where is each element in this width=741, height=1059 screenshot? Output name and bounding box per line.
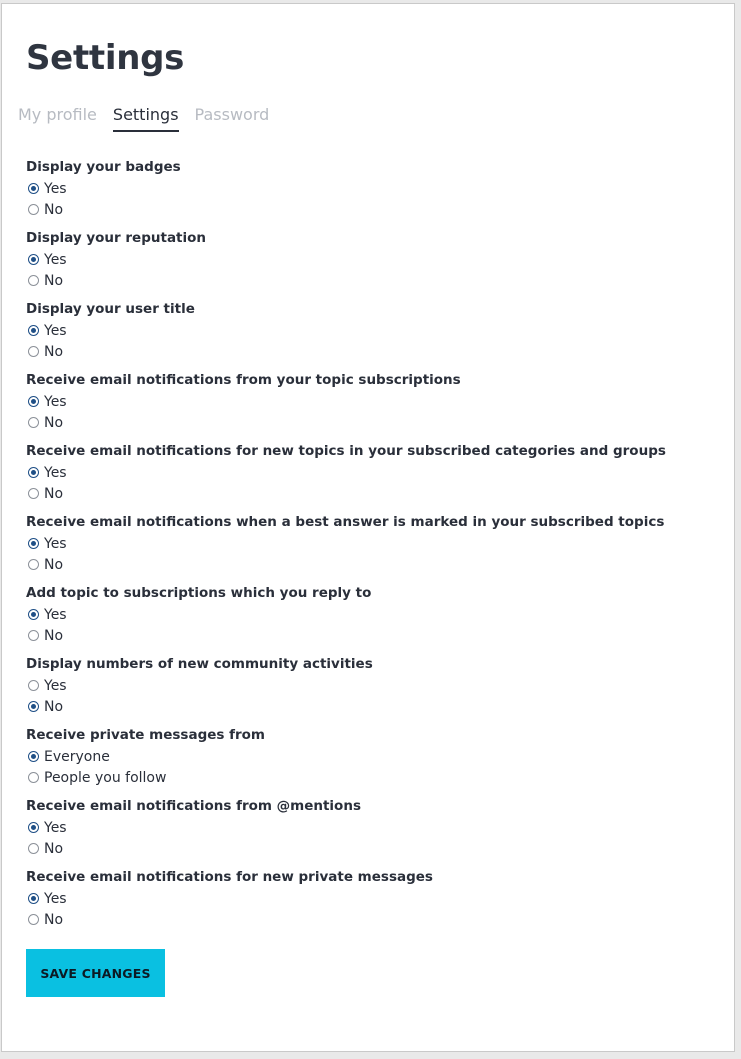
setting-option[interactable] [26, 625, 726, 646]
option-label: Yes [44, 606, 67, 623]
setting-option[interactable] [26, 462, 726, 483]
radio-checked-icon[interactable] [28, 609, 39, 620]
setting-option[interactable] [26, 554, 726, 575]
setting-option[interactable] [26, 483, 726, 504]
radio-unchecked-icon[interactable] [28, 914, 39, 925]
setting-option[interactable] [26, 604, 726, 625]
setting-option[interactable] [26, 249, 726, 270]
option-label: Everyone [44, 748, 110, 765]
save-changes-button[interactable]: SAVE CHANGES [26, 949, 165, 997]
option-label: No [44, 485, 64, 502]
radio-checked-icon[interactable] [28, 183, 39, 194]
setting-option[interactable] [26, 675, 726, 696]
option-label: Yes [44, 180, 67, 197]
radio-unchecked-icon[interactable] [28, 772, 39, 783]
setting-group [26, 228, 726, 299]
radio-checked-icon[interactable] [28, 822, 39, 833]
setting-option[interactable] [26, 320, 726, 341]
radio-unchecked-icon[interactable] [28, 680, 39, 691]
setting-group [26, 299, 726, 370]
setting-group [26, 583, 726, 654]
option-label: Yes [44, 322, 67, 339]
page-title: Settings [26, 38, 185, 78]
settings-tabs [18, 102, 269, 132]
setting-label: Display your reputation [26, 230, 207, 246]
setting-label: Receive private messages from [26, 727, 265, 743]
option-label: Yes [44, 535, 67, 552]
setting-group [26, 867, 726, 938]
option-label: No [44, 414, 64, 431]
setting-option[interactable] [26, 838, 726, 859]
option-label: Yes [44, 819, 67, 836]
option-label: Yes [44, 464, 67, 481]
setting-group [26, 370, 726, 441]
setting-label: Receive email notifications from your topic subscriptions [26, 372, 461, 388]
setting-group [26, 157, 726, 228]
radio-unchecked-icon[interactable] [28, 417, 39, 428]
radio-unchecked-icon[interactable] [28, 488, 39, 499]
setting-option[interactable] [26, 270, 726, 291]
radio-checked-icon[interactable] [28, 396, 39, 407]
radio-unchecked-icon[interactable] [28, 275, 39, 286]
radio-checked-icon[interactable] [28, 538, 39, 549]
option-label: Yes [44, 393, 67, 410]
radio-unchecked-icon[interactable] [28, 630, 39, 641]
option-label: No [44, 556, 64, 573]
setting-option[interactable] [26, 533, 726, 554]
setting-group [26, 512, 726, 583]
option-label: No [44, 627, 64, 644]
setting-group [26, 441, 726, 512]
option-label: Yes [44, 677, 67, 694]
option-label: No [44, 840, 64, 857]
setting-label: Display your badges [26, 159, 181, 175]
setting-option[interactable] [26, 391, 726, 412]
setting-option[interactable] [26, 767, 726, 788]
settings-form [26, 157, 726, 938]
setting-option[interactable] [26, 199, 726, 220]
setting-option[interactable] [26, 341, 726, 362]
setting-option[interactable] [26, 178, 726, 199]
setting-label: Add topic to subscriptions which you reply to [26, 585, 372, 601]
radio-checked-icon[interactable] [28, 751, 39, 762]
tab-password[interactable]: Password [194, 105, 270, 124]
option-label: No [44, 698, 64, 715]
radio-unchecked-icon[interactable] [28, 346, 39, 357]
setting-label: Display your user title [26, 301, 195, 317]
option-label: Yes [44, 251, 67, 268]
setting-option[interactable] [26, 909, 726, 930]
settings-page [1, 3, 735, 1052]
radio-checked-icon[interactable] [28, 325, 39, 336]
radio-unchecked-icon[interactable] [28, 843, 39, 854]
option-label: No [44, 343, 64, 360]
option-label: No [44, 272, 64, 289]
option-label: Yes [44, 890, 67, 907]
radio-checked-icon[interactable] [28, 467, 39, 478]
setting-label: Receive email notifications when a best answer is marked in your subscribed topics [26, 514, 665, 530]
setting-option[interactable] [26, 412, 726, 433]
setting-label: Receive email notifications from @mentions [26, 798, 361, 814]
radio-unchecked-icon[interactable] [28, 559, 39, 570]
setting-label: Display numbers of new community activities [26, 656, 373, 672]
setting-option[interactable] [26, 746, 726, 767]
tab-my-profile[interactable]: My profile [18, 105, 97, 124]
option-label: No [44, 911, 64, 928]
setting-group [26, 654, 726, 725]
radio-checked-icon[interactable] [28, 701, 39, 712]
tab-settings[interactable]: Settings [113, 102, 179, 132]
setting-group [26, 725, 726, 796]
radio-unchecked-icon[interactable] [28, 204, 39, 215]
setting-label: Receive email notifications for new topics in your subscribed categories and groups [26, 443, 666, 459]
option-label: People you follow [44, 769, 167, 786]
option-label: No [44, 201, 64, 218]
setting-option[interactable] [26, 817, 726, 838]
setting-option[interactable] [26, 888, 726, 909]
setting-label: Receive email notifications for new private messages [26, 869, 433, 885]
setting-option[interactable] [26, 696, 726, 717]
radio-checked-icon[interactable] [28, 254, 39, 265]
setting-group [26, 796, 726, 867]
radio-checked-icon[interactable] [28, 893, 39, 904]
